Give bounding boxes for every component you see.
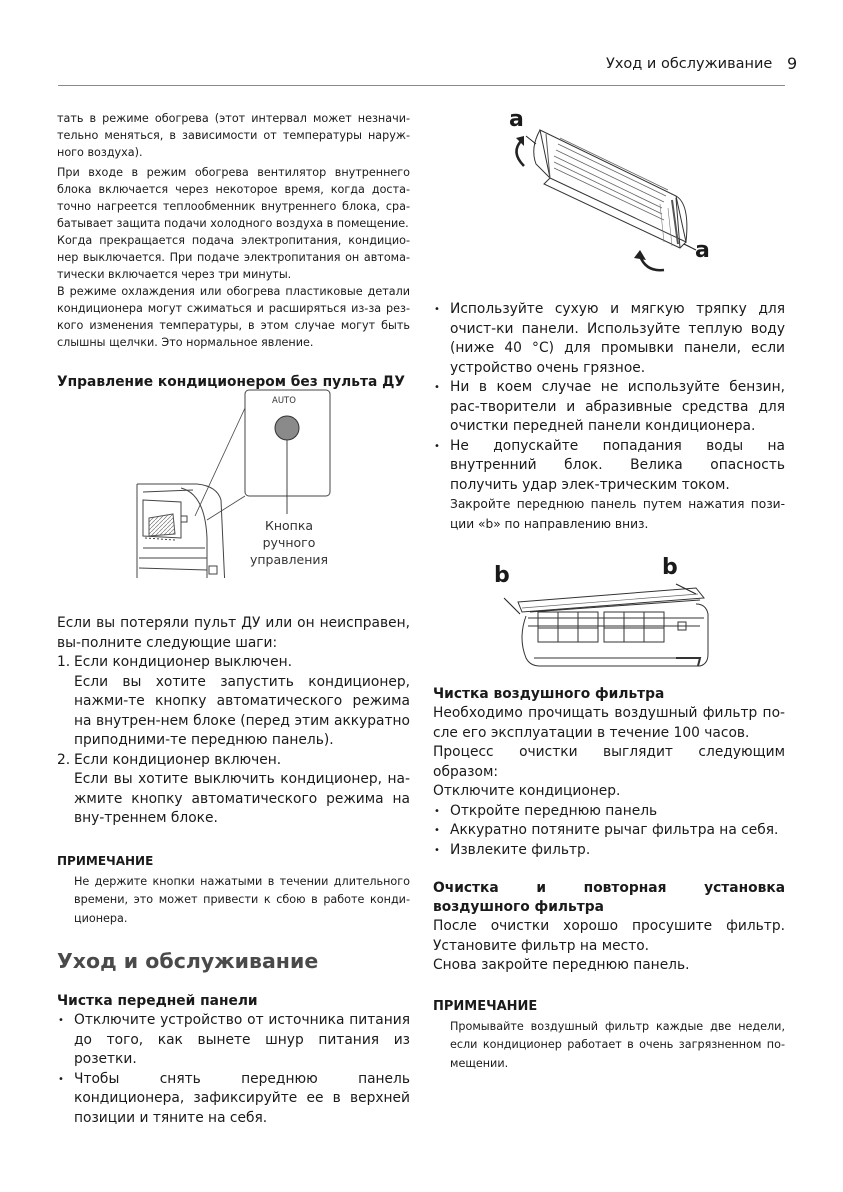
note-text-right: Промывайте воздушный фильтр каждые две недели, если кондиционер работает в очень загрязненном по-мещении. — [450, 1019, 785, 1070]
close-panel-text: Закройте переднюю панель путем нажатия пози-ции «b» по направлению вниз. — [450, 497, 785, 531]
intro-paragraph-3: Когда прекращается подача электропитания, кондицио-нер выключается. При подаче электропитания он автома-тически включается через три минуты. — [57, 234, 410, 281]
header-divider — [58, 85, 785, 86]
front-panel-heading: Чистка передней панели — [57, 993, 258, 1009]
left-column-lower — [57, 614, 410, 1128]
reinstall-line-1: После очистки хорошо просушите фильтр. — [433, 918, 785, 934]
bullet-item: • Отключите устройство от источника питания до того, как вынете шнур питания из розетки. — [57, 1011, 410, 1070]
filter-process-text: Процесс очистки выглядит следующим образом: — [433, 744, 785, 780]
panel-removal-figure — [500, 108, 720, 288]
filter-off-text: Отключите кондиционер. — [433, 783, 621, 799]
step-item — [57, 751, 410, 829]
caption-line-1: Кнопка — [264, 518, 314, 533]
manual-steps-list — [57, 653, 410, 829]
manual-button-caption — [248, 517, 330, 568]
filter-cleaning-text: Необходимо прочищать воздушный фильтр по-сле его эксплуатации в течение 100 часов. — [433, 705, 785, 741]
left-column — [57, 110, 410, 392]
step-number: 1. — [57, 654, 71, 670]
bullet-item: • Чтобы снять переднюю панель кондиционера, зафиксируйте ее в верхней позиции и тяните на себя. — [57, 1070, 410, 1129]
bullet-item: • Не допускайте попадания воды на внутренний блок. Велика опасность получить удар элек-трическим током. — [433, 437, 785, 496]
caption-line-2: ручного — [262, 535, 316, 550]
reinstall-line-3: Снова закройте переднюю панель. — [433, 957, 690, 973]
zoom-line-top — [195, 408, 245, 516]
lost-remote-text: Если вы потеряли пульт ДУ или он неисправен, вы-полните следующие шаги: — [57, 615, 410, 651]
zoom-line-bottom — [207, 496, 245, 520]
filter-cleaning-heading: Чистка воздушного фильтра — [433, 686, 665, 702]
bullet-item: • Извлеките фильтр. — [433, 841, 785, 861]
step-number: 2. — [57, 751, 71, 768]
right-column-lower — [433, 685, 785, 1073]
auto-button-icon — [275, 416, 299, 440]
filter-bullets — [433, 802, 785, 861]
front-panel-bullets — [57, 1011, 410, 1128]
label-a-top: a — [509, 107, 524, 132]
caption-line-3: управления — [249, 552, 329, 567]
bullet-item: • Ни в коем случае не используйте бензин, рас-творители и абразивные средства для очистки передней панели кондиционера. — [433, 378, 785, 437]
section-heading: Уход и обслуживание — [57, 949, 319, 973]
bullet-item: • Используйте сухую и мягкую тряпку для очист-ки панели. Используйте теплую воду (ниже 40 °C) для промывки панели, если устройство очень грязное. — [433, 300, 785, 378]
reinstall-heading: Очистка и повторная установка воздушного фильтра — [433, 880, 785, 915]
page-number: 9 — [787, 54, 798, 73]
bullet-item: • Откройте переднюю панель — [433, 802, 785, 822]
manual-control-heading: Управление кондиционером без пульта ДУ — [57, 374, 405, 390]
intro-paragraph-4: В режиме охлаждения или обогрева пластиковые детали кондиционера могут сжиматься и расширяться из-за рез-кого изменения температуры, в этом случае могут быть слышны щелчки. Это нормальное явление. — [57, 285, 410, 349]
right-column — [433, 300, 785, 534]
note-heading-right: ПРИМЕЧАНИЕ — [433, 998, 538, 1014]
intro-paragraph-1: тать в режиме обогрева (этот интервал может незначи-тельно меняться, в зависимости от температуры наруж-ного воздуха). — [57, 112, 410, 159]
cleaning-bullets — [433, 300, 785, 495]
note-text: Не держите кнопки нажатыми в течении длительного времени, это может привести к сбою в работе конди-ционера. — [74, 874, 410, 925]
note-heading: ПРИМЕЧАНИЕ — [57, 853, 154, 868]
label-a-bottom: a — [695, 238, 710, 263]
label-b-left: b — [494, 563, 510, 588]
step-detail: Если вы хотите выключить кондиционер, на-жмите кнопку автоматического режима на вну-треннем блоке. — [74, 771, 410, 826]
section-header-title: Уход и обслуживание — [606, 56, 773, 72]
label-b-right: b — [662, 555, 678, 580]
step-detail: Если вы хотите запустить кондиционер, нажми-те кнопку автоматического режима на внутрен-нем блоке (перед этим аккуратно приподними-те переднюю панель). — [74, 673, 410, 748]
intro-paragraph-2: При входе в режим обогрева вентилятор внутреннего блока включается через некоторое время, когда доста-точно нагреется теплообменник внутреннего блока, сра-батывает защита подачи холодного воздуха в помещение. — [57, 166, 410, 230]
step-item — [57, 653, 410, 751]
bullet-item: • Аккуратно потяните рычаг фильтра на себя. — [433, 821, 785, 841]
panel-close-figure — [500, 582, 720, 672]
indoor-unit-drawing — [137, 484, 225, 578]
step-title: Если кондиционер включен. — [74, 751, 282, 768]
step-title: Если кондиционер выключен. — [74, 654, 293, 670]
auto-label: AUTO — [272, 396, 296, 406]
reinstall-line-2: Установите фильтр на место. — [433, 937, 650, 954]
